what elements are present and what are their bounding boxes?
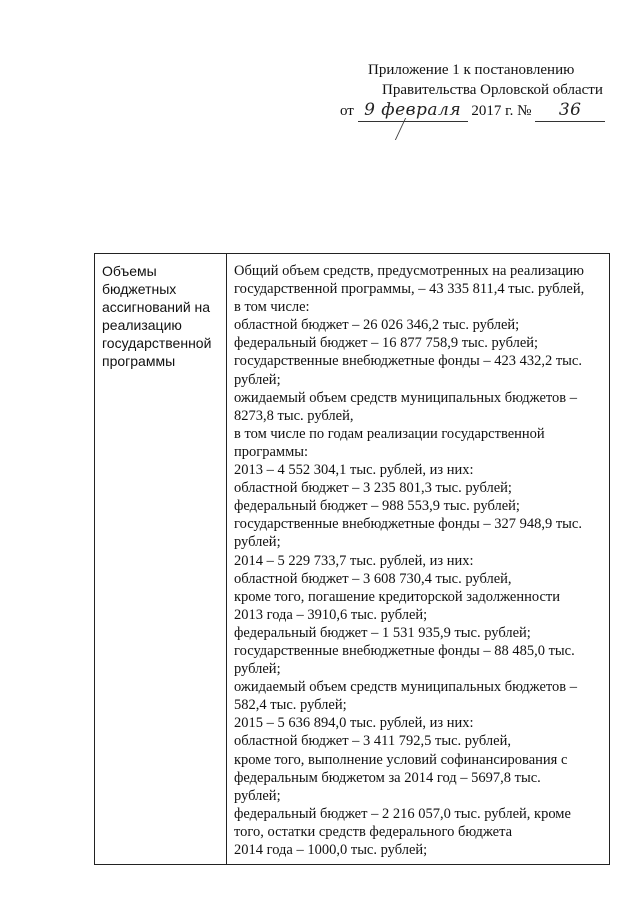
label-line: программы (102, 353, 176, 370)
content-line: ожидаемый объем средств муниципальных бюджетов – (234, 389, 578, 406)
label-line: Объемы (102, 263, 157, 279)
content-line: федеральный бюджет – 1 531 935,9 тыс. рублей; (234, 624, 531, 641)
content-line: 582,4 тыс. рублей; (234, 697, 347, 714)
content-line: рублей; (234, 787, 281, 804)
label-line: государственной (102, 335, 212, 352)
content-line: 2013 года – 3910,6 тыс. рублей; (234, 606, 428, 623)
content-line: государственной программы, – 43 335 811,4 тыс. рублей, (234, 281, 585, 298)
content-line: федеральным бюджетом за 2014 год – 5697,8 тыс. (234, 769, 541, 786)
content-line: в том числе по годам реализации государственной (234, 425, 545, 442)
content-line: 2014 – 5 229 733,7 тыс. рублей, из них: (234, 552, 474, 569)
header-government-line: Правительства Орловской области (382, 82, 603, 98)
content-line: государственные внебюджетные фонды – 327 948,9 тыс. (234, 516, 582, 533)
label-line: бюджетных (102, 281, 177, 298)
content-line: рублей; (234, 534, 281, 551)
content-line: федеральный бюджет – 988 553,9 тыс. рублей; (234, 498, 520, 515)
header-date-line (300, 100, 620, 122)
content-line: программы: (234, 443, 309, 460)
content-line: ожидаемый объем средств муниципальных бюджетов – (234, 679, 578, 696)
content-line: кроме того, погашение кредиторской задолженности (234, 588, 561, 605)
content-line: 8273,8 тыс. рублей, (234, 407, 354, 424)
number-field (535, 100, 605, 122)
content-line: 2013 – 4 552 304,1 тыс. рублей, из них: (234, 462, 474, 479)
content-line: государственные внебюджетные фонды – 423 432,2 тыс. (234, 353, 582, 370)
content-line: федеральный бюджет – 2 216 057,0 тыс. рублей, кроме (234, 805, 571, 822)
content-line: того, остатки средств федерального бюджета (234, 823, 513, 840)
content-line: областной бюджет – 3 235 801,3 тыс. рублей; (234, 480, 512, 497)
content-line: государственные внебюджетные фонды – 88 485,0 тыс. (234, 642, 575, 659)
content-line: кроме того, выполнение условий софинансирования с (234, 751, 568, 768)
content-line: областной бюджет – 3 411 792,5 тыс. рублей, (234, 733, 511, 750)
header-year: 2017 г. № (471, 103, 532, 119)
document-header (300, 60, 620, 122)
header-appendix-line: Приложение 1 к постановлению (368, 62, 575, 78)
content-line: федеральный бюджет – 16 877 758,9 тыс. рублей; (234, 335, 539, 352)
handwritten-number: 36 (558, 100, 582, 120)
content-line: Общий объем средств, предусмотренных на реализацию (234, 263, 584, 279)
row-label-cell (95, 254, 227, 865)
content-line: 2014 года – 1000,0 тыс. рублей; (234, 842, 428, 858)
content-line: областной бюджет – 26 026 346,2 тыс. рублей; (234, 317, 520, 334)
content-line: 2015 – 5 636 894,0 тыс. рублей, из них: (234, 715, 474, 732)
content-line: областной бюджет – 3 608 730,4 тыс. рублей, (234, 570, 512, 587)
label-line: ассигнований на (102, 299, 211, 316)
handwritten-date: 9 февраля (364, 100, 462, 120)
row-content-cell (227, 254, 610, 865)
label-line: реализацию (102, 317, 182, 334)
budget-allocations-table (94, 253, 610, 865)
content-line: рублей; (234, 371, 281, 388)
header-prefix: от (340, 103, 354, 119)
table-row (95, 254, 610, 865)
content-line: рублей; (234, 661, 281, 678)
content-line: в том числе: (234, 299, 310, 316)
